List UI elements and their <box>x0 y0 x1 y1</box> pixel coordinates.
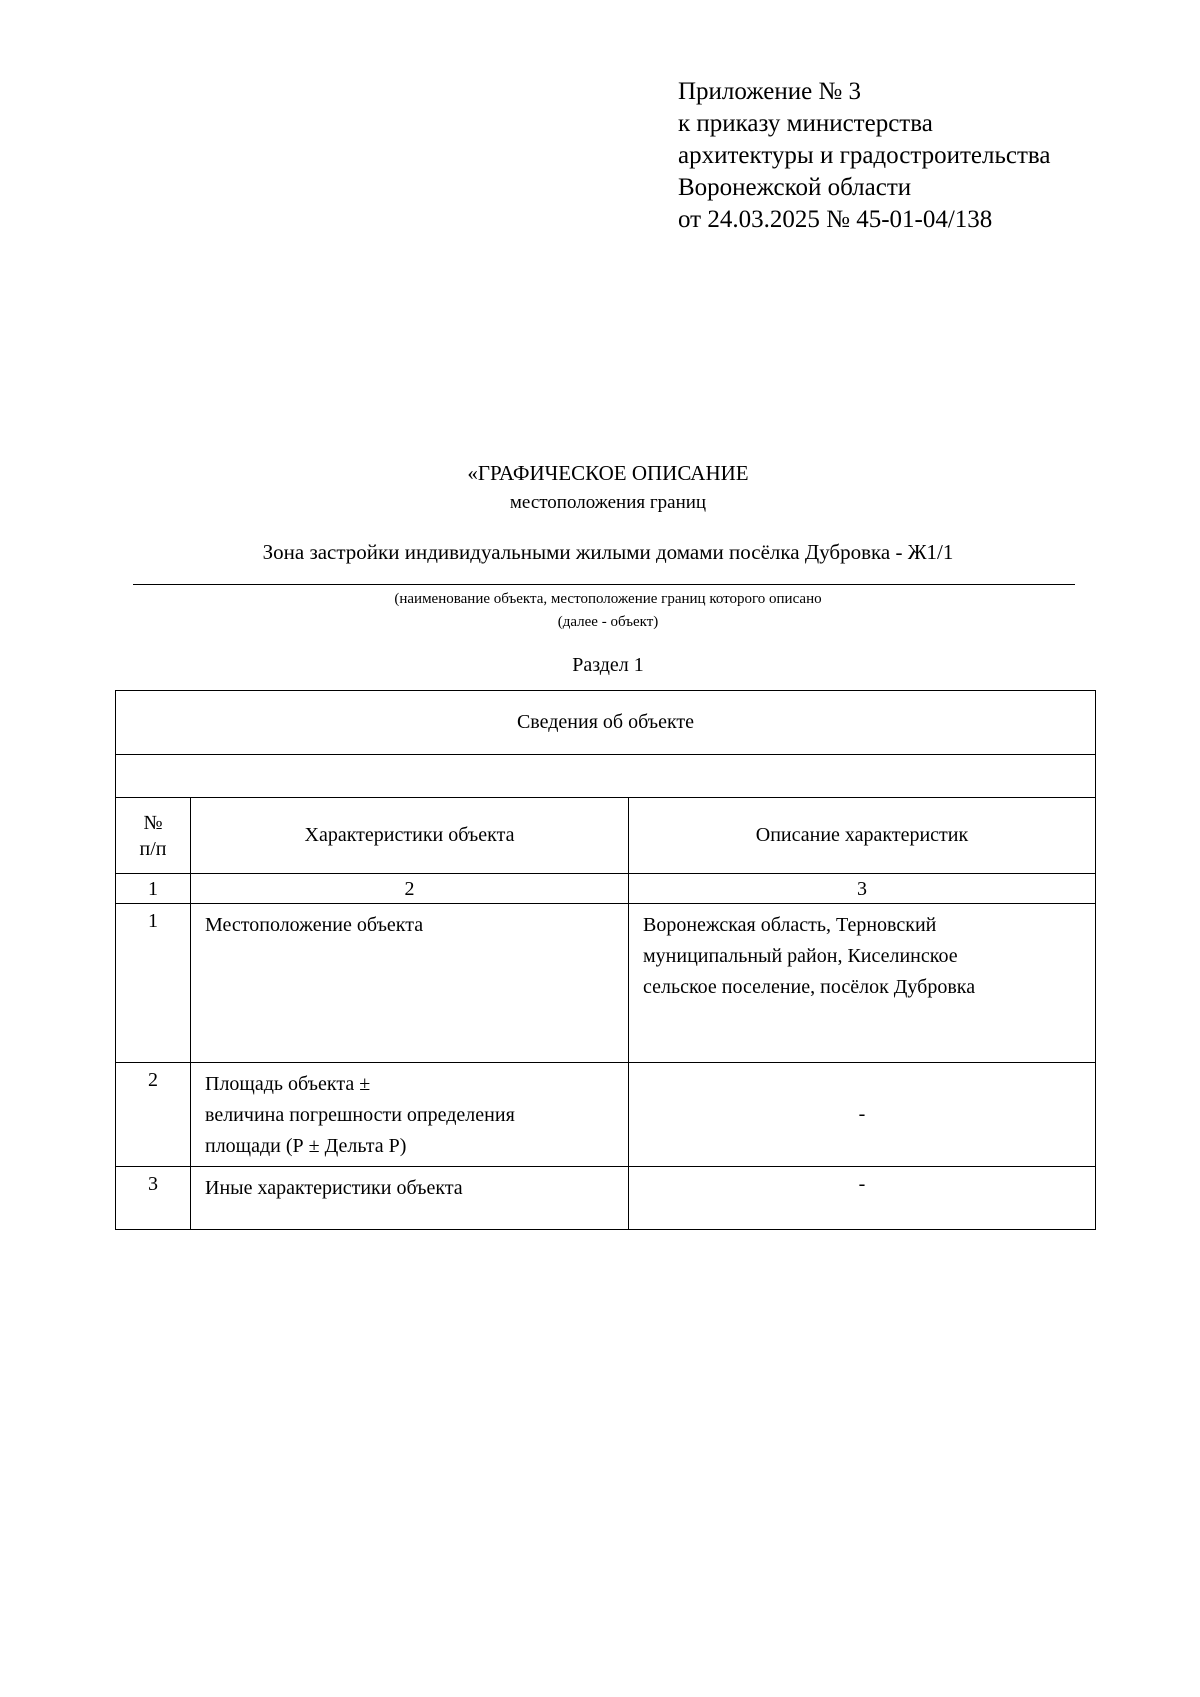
table-title: Сведения об объекте <box>116 691 1096 755</box>
document-subtitle: местоположения границ <box>509 492 707 513</box>
column-header-characteristics: Характеристики объекта <box>191 798 629 874</box>
description-line: сельское поселение, посёлок Дубровка <box>643 976 976 998</box>
object-info-table <box>115 690 1096 1230</box>
table-empty-row <box>116 755 1096 798</box>
appendix-line: Приложение № 3 <box>678 78 862 105</box>
column-header-number <box>116 798 191 874</box>
table-row <box>116 1167 1096 1230</box>
underline-rule <box>133 584 1075 585</box>
description-line: муниципальный район, Киселинское <box>643 945 958 967</box>
appendix-line: архитектуры и градостроительства <box>678 142 1051 169</box>
column-header-text: № <box>143 811 163 834</box>
row-number: 3 <box>116 1167 191 1230</box>
document-title: «ГРАФИЧЕСКОЕ ОПИСАНИЕ <box>467 461 749 485</box>
section-label: Раздел 1 <box>572 654 644 676</box>
row-characteristic: Местоположение объекта <box>191 904 629 1063</box>
object-name: Зона застройки индивидуальными жилыми домами посёлка Дубровка - Ж1/1 <box>262 540 954 564</box>
row-characteristic: Иные характеристики объекта <box>191 1167 629 1230</box>
row-characteristic <box>191 1063 629 1167</box>
row-description: - <box>629 1063 1096 1167</box>
caption-line: (далее - объект) <box>557 614 659 630</box>
column-header-description: Описание характеристик <box>629 798 1096 874</box>
appendix-line: к приказу министерства <box>678 110 933 137</box>
object-caption <box>116 588 1100 634</box>
column-number: 2 <box>191 874 629 904</box>
description-line: Воронежская область, Терновский <box>643 914 937 936</box>
column-number: 1 <box>116 874 191 904</box>
row-number: 2 <box>116 1063 191 1167</box>
row-description: - <box>629 1167 1096 1230</box>
appendix-line: от 24.03.2025 № 45-01-04/138 <box>678 206 993 233</box>
row-description <box>629 904 1096 1063</box>
appendix-line: Воронежской области <box>678 174 912 201</box>
caption-line: (наименование объекта, местоположение границ которого описано <box>394 591 822 607</box>
characteristic-line: величина погрешности определения <box>205 1104 515 1126</box>
table-row <box>116 904 1096 1063</box>
column-header-text: п/п <box>139 837 167 860</box>
characteristic-line: площади (Р ± Дельта Р) <box>205 1135 407 1157</box>
row-number: 1 <box>116 904 191 1063</box>
column-number: 3 <box>629 874 1096 904</box>
appendix-header <box>678 76 1050 236</box>
characteristic-line: Площадь объекта ± <box>205 1073 371 1095</box>
table-row <box>116 1063 1096 1167</box>
